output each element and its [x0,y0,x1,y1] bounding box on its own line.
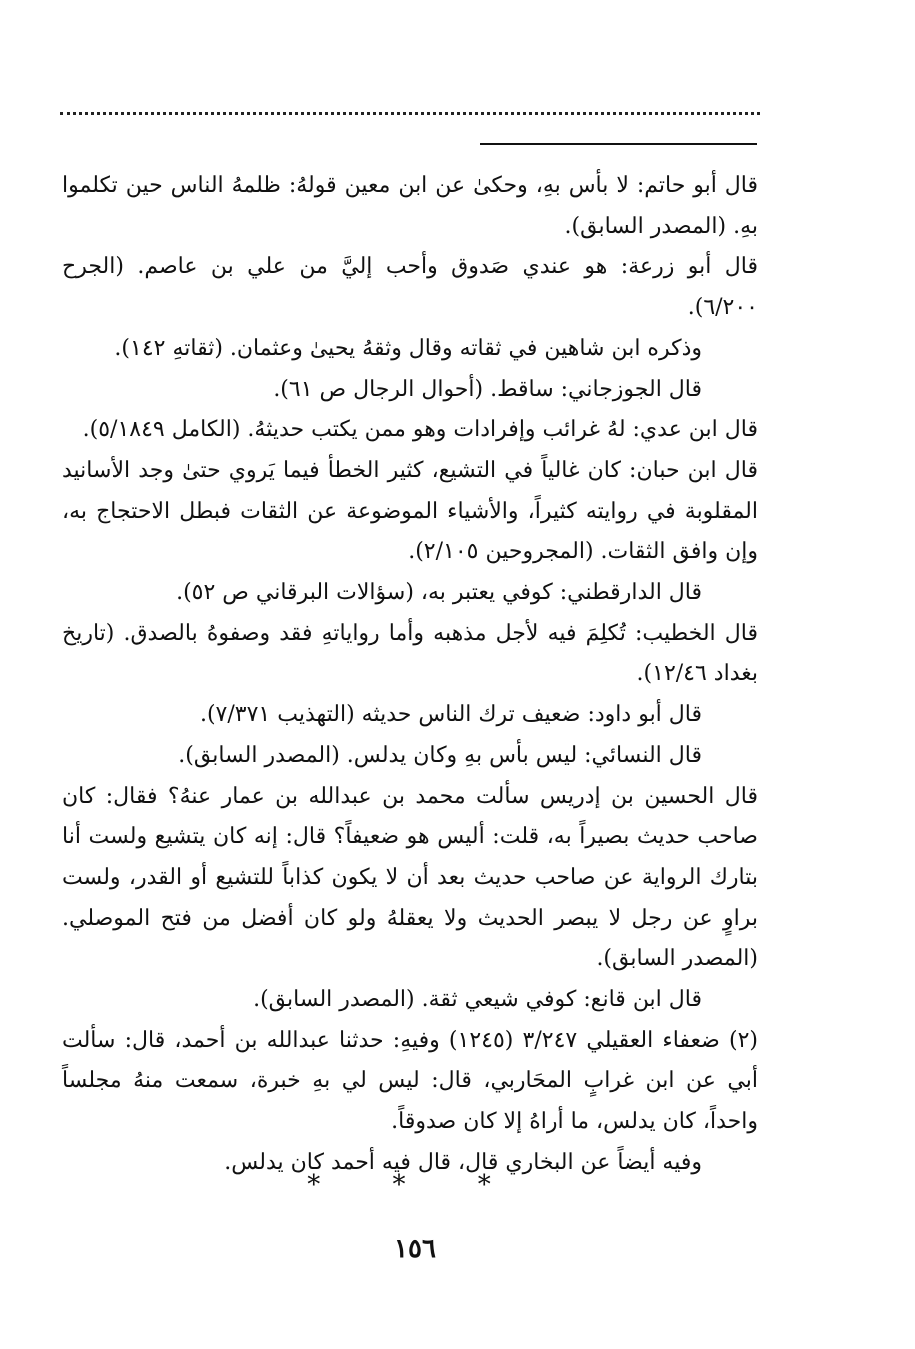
dotted-separator [60,112,760,115]
footnote-paragraph: قال ابن حبان: كان غالياً في التشيع، كثير الخطأ فيما يَروي حتىٰ وجد الأسانيد المقلوبة في روايته كثيراً، والأشياء الموضوعة عن الثقات فبطل الاحتجاج به، وإن وافق الثقات. (المجروحين ٢/١٠٥). [62,457,758,565]
footnote-paragraph: قال أبو داود: ضعيف ترك الناس حديثه (التهذيب ٧/٣٧١). [199,702,702,728]
footnote-paragraph: قال ابن قانع: كوفي شيعي ثقة. (المصدر السابق). [253,987,702,1013]
footnote-paragraph: قال الدارقطني: كوفي يعتبر به، (سؤالات البرقاني ص ٥٢). [176,580,702,606]
footnote-paragraph: وفيه أيضاً عن البخاري قال، قال فيه أحمد كان يدلس. [224,1149,702,1175]
footnote-paragraph: (٢) ضعفاء العقيلي ٣/٢٤٧ (١٢٤٥) وفيهِ: حدثنا عبدالله بن أحمد، قال: سألت أبي عن ابن غرابٍ المحَاربي، قال: ليس لي بهِ خبرة، سمعت منهُ مجلساً واحداً، كان يدلس، ما أراهُ إلا كان صدوقاً. [62,1027,758,1135]
footnotes-body [62,166,758,1184]
footnote-paragraph: قال الجوزجاني: ساقط. (أحوال الرجال ص ٦١). [273,376,702,402]
footnote-rule [480,143,757,145]
footnote-paragraph: قال أبو زرعة: هو عندي صَدوق وأحب إليَّ من علي بن عاصم. (الجرح ٦/٢٠٠). [62,254,758,321]
footnote-paragraph: قال ابن عدي: لهُ غرائب وإفرادات وهو ممن يكتب حديثهُ. (الكامل ٥/١٨٤٩). [82,417,758,443]
footnote-paragraph: قال أبو حاتم: لا بأس بهِ، وحكىٰ عن ابن معين قولهُ: ظلمهُ الناس حين تكلموا بهِ. (المصدر السابق). [62,173,758,239]
footnote-paragraph: قال النسائي: ليس بأس بهِ وكان يدلس. (المصدر السابق). [178,742,702,768]
footnote-paragraph: قال الخطيب: تُكلِمَ فيه لأجل مذهبه وأما رواياتهِ فقد وصفوهُ بالصدق. (تاريخ بغداد ١٢/٤٦). [62,620,758,687]
footnote-paragraph: قال الحسين بن إدريس سألت محمد بن عبدالله بن عمار عنهُ؟ فقال: كان صاحب حديث بصيراً به، قلت: أليس هو ضعيفاً؟ قال: إنه كان يتشيع ولست أنا بتارك الرواية عن صاحب حديث بعد أن لا يكون كذاباً للتشيع أو القدر، ولست براوٍ عن رجل لا يبصر الحديث ولا يعقلهُ ولو كان أفضل من فتح الموصلي. (المصدر السابق). [62,783,758,972]
footnote-paragraph: وذكره ابن شاهين في ثقاته وقال وثقهُ يحيىٰ وعثمان. (ثقاتهِ ١٤٢). [114,335,702,361]
section-end-stars: * * * [307,1170,523,1200]
page-number: ١٥٦ [394,1234,436,1264]
